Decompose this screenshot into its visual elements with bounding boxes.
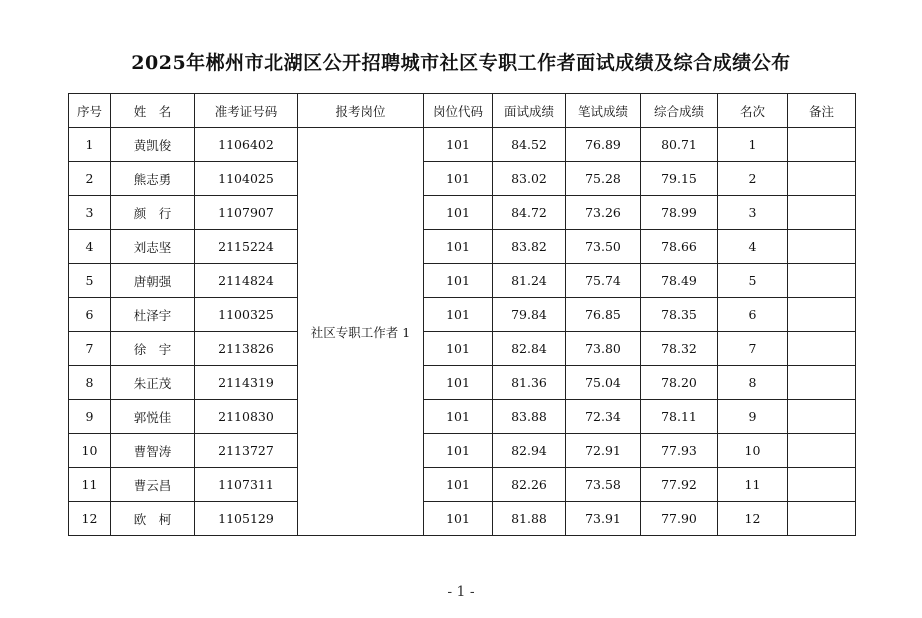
cell-total-score: 78.35 bbox=[641, 298, 718, 332]
table-header-row bbox=[69, 94, 856, 128]
cell-name: 欧 柯 bbox=[111, 502, 195, 536]
table-row bbox=[69, 366, 856, 400]
header-position-code: 岗位代码 bbox=[424, 94, 493, 128]
cell-total-score: 78.99 bbox=[641, 196, 718, 230]
header-total-score: 综合成绩 bbox=[641, 94, 718, 128]
header-exam-id: 准考证号码 bbox=[195, 94, 298, 128]
cell-rank: 3 bbox=[718, 196, 788, 230]
cell-index: 11 bbox=[69, 468, 111, 502]
cell-written-score: 73.80 bbox=[566, 332, 641, 366]
cell-exam-id: 2114319 bbox=[195, 366, 298, 400]
cell-note bbox=[788, 162, 856, 196]
table-row bbox=[69, 162, 856, 196]
cell-note bbox=[788, 128, 856, 162]
document-title: 2025年郴州市北湖区公开招聘城市社区专职工作者面试成绩及综合成绩公布 bbox=[131, 52, 791, 74]
cell-position-code: 101 bbox=[424, 264, 493, 298]
cell-note bbox=[788, 502, 856, 536]
cell-position-code: 101 bbox=[424, 298, 493, 332]
cell-exam-id: 1107907 bbox=[195, 196, 298, 230]
table-row bbox=[69, 468, 856, 502]
cell-index: 5 bbox=[69, 264, 111, 298]
header-index: 序号 bbox=[69, 94, 111, 128]
cell-written-score: 72.91 bbox=[566, 434, 641, 468]
cell-total-score: 77.92 bbox=[641, 468, 718, 502]
cell-exam-id: 1105129 bbox=[195, 502, 298, 536]
cell-index: 7 bbox=[69, 332, 111, 366]
cell-written-score: 73.50 bbox=[566, 230, 641, 264]
cell-total-score: 78.11 bbox=[641, 400, 718, 434]
cell-name: 唐朝强 bbox=[111, 264, 195, 298]
cell-rank: 2 bbox=[718, 162, 788, 196]
table-row bbox=[69, 128, 856, 162]
cell-name: 朱正茂 bbox=[111, 366, 195, 400]
cell-position-code: 101 bbox=[424, 434, 493, 468]
header-interview-score: 面试成绩 bbox=[493, 94, 566, 128]
cell-interview-score: 83.82 bbox=[493, 230, 566, 264]
cell-total-score: 79.15 bbox=[641, 162, 718, 196]
cell-name: 曹智涛 bbox=[111, 434, 195, 468]
cell-position-code: 101 bbox=[424, 468, 493, 502]
cell-total-score: 77.93 bbox=[641, 434, 718, 468]
cell-note bbox=[788, 298, 856, 332]
cell-note bbox=[788, 230, 856, 264]
cell-index: 8 bbox=[69, 366, 111, 400]
cell-note bbox=[788, 196, 856, 230]
cell-written-score: 75.04 bbox=[566, 366, 641, 400]
table-row bbox=[69, 400, 856, 434]
cell-exam-id: 1104025 bbox=[195, 162, 298, 196]
cell-index: 3 bbox=[69, 196, 111, 230]
cell-name: 曹云昌 bbox=[111, 468, 195, 502]
cell-exam-id: 1106402 bbox=[195, 128, 298, 162]
cell-index: 2 bbox=[69, 162, 111, 196]
cell-rank: 11 bbox=[718, 468, 788, 502]
cell-note bbox=[788, 264, 856, 298]
table-row bbox=[69, 434, 856, 468]
table-row bbox=[69, 230, 856, 264]
cell-name: 黄凯俊 bbox=[111, 128, 195, 162]
cell-rank: 6 bbox=[718, 298, 788, 332]
cell-interview-score: 82.26 bbox=[493, 468, 566, 502]
cell-position-code: 101 bbox=[424, 366, 493, 400]
cell-total-score: 80.71 bbox=[641, 128, 718, 162]
cell-interview-score: 81.24 bbox=[493, 264, 566, 298]
cell-position: 社区专职工作者 1 bbox=[298, 128, 424, 536]
cell-written-score: 76.85 bbox=[566, 298, 641, 332]
results-table bbox=[68, 93, 856, 536]
header-written-score: 笔试成绩 bbox=[566, 94, 641, 128]
cell-index: 12 bbox=[69, 502, 111, 536]
cell-interview-score: 81.36 bbox=[493, 366, 566, 400]
cell-rank: 4 bbox=[718, 230, 788, 264]
cell-rank: 7 bbox=[718, 332, 788, 366]
cell-total-score: 78.49 bbox=[641, 264, 718, 298]
cell-note bbox=[788, 400, 856, 434]
cell-name: 颜 行 bbox=[111, 196, 195, 230]
cell-exam-id: 2113826 bbox=[195, 332, 298, 366]
cell-interview-score: 84.72 bbox=[493, 196, 566, 230]
cell-total-score: 78.20 bbox=[641, 366, 718, 400]
table-body bbox=[69, 128, 856, 536]
cell-rank: 1 bbox=[718, 128, 788, 162]
cell-position-code: 101 bbox=[424, 196, 493, 230]
cell-note bbox=[788, 366, 856, 400]
cell-exam-id: 2114824 bbox=[195, 264, 298, 298]
cell-position-code: 101 bbox=[424, 332, 493, 366]
cell-index: 6 bbox=[69, 298, 111, 332]
cell-rank: 9 bbox=[718, 400, 788, 434]
cell-rank: 5 bbox=[718, 264, 788, 298]
table-row bbox=[69, 264, 856, 298]
cell-position-code: 101 bbox=[424, 400, 493, 434]
cell-total-score: 77.90 bbox=[641, 502, 718, 536]
cell-rank: 8 bbox=[718, 366, 788, 400]
cell-name: 熊志勇 bbox=[111, 162, 195, 196]
cell-position-code: 101 bbox=[424, 162, 493, 196]
cell-name: 杜泽宇 bbox=[111, 298, 195, 332]
cell-interview-score: 83.02 bbox=[493, 162, 566, 196]
cell-note bbox=[788, 434, 856, 468]
header-note: 备注 bbox=[788, 94, 856, 128]
cell-written-score: 73.58 bbox=[566, 468, 641, 502]
cell-written-score: 73.26 bbox=[566, 196, 641, 230]
cell-interview-score: 79.84 bbox=[493, 298, 566, 332]
cell-rank: 12 bbox=[718, 502, 788, 536]
cell-exam-id: 1107311 bbox=[195, 468, 298, 502]
cell-exam-id: 2110830 bbox=[195, 400, 298, 434]
table-row bbox=[69, 196, 856, 230]
cell-written-score: 75.28 bbox=[566, 162, 641, 196]
cell-interview-score: 82.84 bbox=[493, 332, 566, 366]
cell-name: 郭悦佳 bbox=[111, 400, 195, 434]
cell-interview-score: 82.94 bbox=[493, 434, 566, 468]
cell-written-score: 72.34 bbox=[566, 400, 641, 434]
cell-name: 徐 宇 bbox=[111, 332, 195, 366]
table-row bbox=[69, 502, 856, 536]
header-name: 姓 名 bbox=[111, 94, 195, 128]
cell-written-score: 73.91 bbox=[566, 502, 641, 536]
cell-interview-score: 83.88 bbox=[493, 400, 566, 434]
cell-total-score: 78.66 bbox=[641, 230, 718, 264]
cell-written-score: 75.74 bbox=[566, 264, 641, 298]
cell-note bbox=[788, 332, 856, 366]
header-rank: 名次 bbox=[718, 94, 788, 128]
cell-written-score: 76.89 bbox=[566, 128, 641, 162]
cell-total-score: 78.32 bbox=[641, 332, 718, 366]
cell-exam-id: 2113727 bbox=[195, 434, 298, 468]
cell-name: 刘志坚 bbox=[111, 230, 195, 264]
cell-interview-score: 84.52 bbox=[493, 128, 566, 162]
cell-position-code: 101 bbox=[424, 230, 493, 264]
cell-interview-score: 81.88 bbox=[493, 502, 566, 536]
cell-index: 4 bbox=[69, 230, 111, 264]
cell-index: 10 bbox=[69, 434, 111, 468]
cell-exam-id: 2115224 bbox=[195, 230, 298, 264]
cell-index: 1 bbox=[69, 128, 111, 162]
table-row bbox=[69, 298, 856, 332]
page-number: - 1 - bbox=[447, 584, 475, 600]
cell-position-code: 101 bbox=[424, 502, 493, 536]
cell-exam-id: 1100325 bbox=[195, 298, 298, 332]
table-row bbox=[69, 332, 856, 366]
cell-rank: 10 bbox=[718, 434, 788, 468]
cell-note bbox=[788, 468, 856, 502]
cell-index: 9 bbox=[69, 400, 111, 434]
header-position: 报考岗位 bbox=[298, 94, 424, 128]
cell-position-code: 101 bbox=[424, 128, 493, 162]
